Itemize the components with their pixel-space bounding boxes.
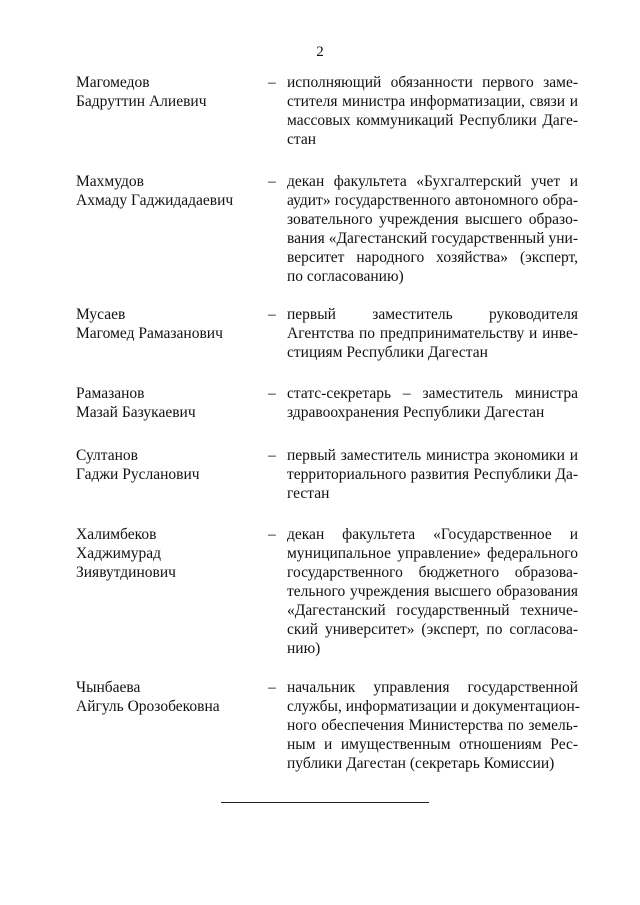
position-line: ным и имущественным отношениям Рес-: [287, 736, 578, 753]
member-position: [287, 446, 578, 503]
separator-dash: –: [268, 526, 276, 543]
position-line: статс-секретарь – заместитель министра: [287, 385, 578, 402]
position-line: верситет народного хозяйства» (эксперт,: [287, 249, 578, 266]
member-surname: Махмудов: [76, 173, 144, 190]
position-line: массовых коммуникаций Республики Даге-: [287, 112, 578, 129]
member-position: [287, 678, 578, 773]
position-line: первый заместитель министра экономики и: [287, 447, 578, 464]
member-surname: Магомедов: [76, 74, 150, 91]
member-given-names: Гаджи Русланович: [76, 466, 200, 483]
member-position: [287, 525, 578, 658]
position-line: стициям Республики Дагестан: [287, 344, 488, 361]
position-line: по согласованию): [287, 268, 404, 285]
position-line: здравоохранения Республики Дагестан: [287, 404, 545, 421]
member-name: [76, 446, 261, 484]
member-name: [76, 384, 261, 422]
member-surname: Султанов: [76, 447, 138, 464]
member-position: [287, 384, 578, 422]
position-line: исполняющий обязанности первого заме-: [287, 74, 578, 91]
position-line: службы, информатизации и документацион-: [287, 698, 580, 715]
separator-dash: –: [268, 447, 276, 464]
position-line: ного обеспечения Министерства по земель-: [287, 717, 578, 734]
position-line: муниципальное управление» федерального: [287, 545, 578, 562]
position-line: начальник управления государственной: [287, 679, 578, 696]
position-line: ский университет» (эксперт, по согласова-: [287, 621, 578, 638]
member-name: [76, 525, 261, 582]
member-position: [287, 305, 578, 362]
member-given-names: Бадруттин Алиевич: [76, 93, 207, 110]
member-name: [76, 73, 261, 111]
position-line: декан факультета «Бухгалтерский учет и: [287, 173, 578, 190]
member-name: [76, 305, 261, 343]
member-surname: Мусаев: [76, 306, 126, 323]
separator-dash: –: [268, 173, 276, 190]
position-line: территориального развития Республики Да-: [287, 466, 578, 483]
member-position: [287, 172, 578, 286]
position-line: государственного бюджетного образова-: [287, 564, 578, 581]
member-name: [76, 678, 261, 716]
position-line: тельного учреждения высшего образования: [287, 583, 578, 600]
separator-dash: –: [268, 306, 276, 323]
position-line: нию): [287, 640, 321, 657]
member-given-names: Мазай Базукаевич: [76, 404, 196, 421]
position-line: зовательного учреждения высшего образо-: [287, 211, 578, 228]
position-line: вания «Дагестанский государственный уни-: [287, 230, 578, 247]
position-line: первый заместитель руководителя: [287, 306, 578, 323]
member-given-names: Магомед Рамазанович: [76, 325, 223, 342]
member-position: [287, 73, 578, 149]
member-given-names: Айгуль Орозобековна: [76, 698, 220, 715]
member-surname: Чынбаева: [76, 679, 141, 696]
member-surname: Халимбеков: [76, 526, 157, 543]
closing-rule: [221, 802, 429, 803]
separator-dash: –: [268, 74, 276, 91]
position-line: Агентства по предпринимательству и инве-: [287, 325, 578, 342]
separator-dash: –: [268, 679, 276, 696]
member-surname: Рамазанов: [76, 385, 145, 402]
position-line: гестан: [287, 485, 330, 502]
member-patronymic: Зиявутдинович: [76, 564, 176, 581]
member-given-names: Ахмаду Гаджидадаевич: [76, 192, 234, 209]
position-line: стителя министра информатизации, связи и: [287, 93, 578, 110]
member-name: [76, 172, 261, 210]
page-number: 2: [316, 44, 324, 60]
position-line: публики Дагестан (секретарь Комиссии): [287, 755, 555, 772]
position-line: стан: [287, 131, 317, 148]
position-line: «Дагестанский государственный техниче-: [287, 602, 578, 619]
position-line: аудит» государственного автономного обра-: [287, 192, 578, 209]
separator-dash: –: [268, 385, 276, 402]
position-line: декан факультета «Государственное и: [287, 526, 578, 543]
member-given-names: Хаджимурад: [76, 545, 162, 562]
